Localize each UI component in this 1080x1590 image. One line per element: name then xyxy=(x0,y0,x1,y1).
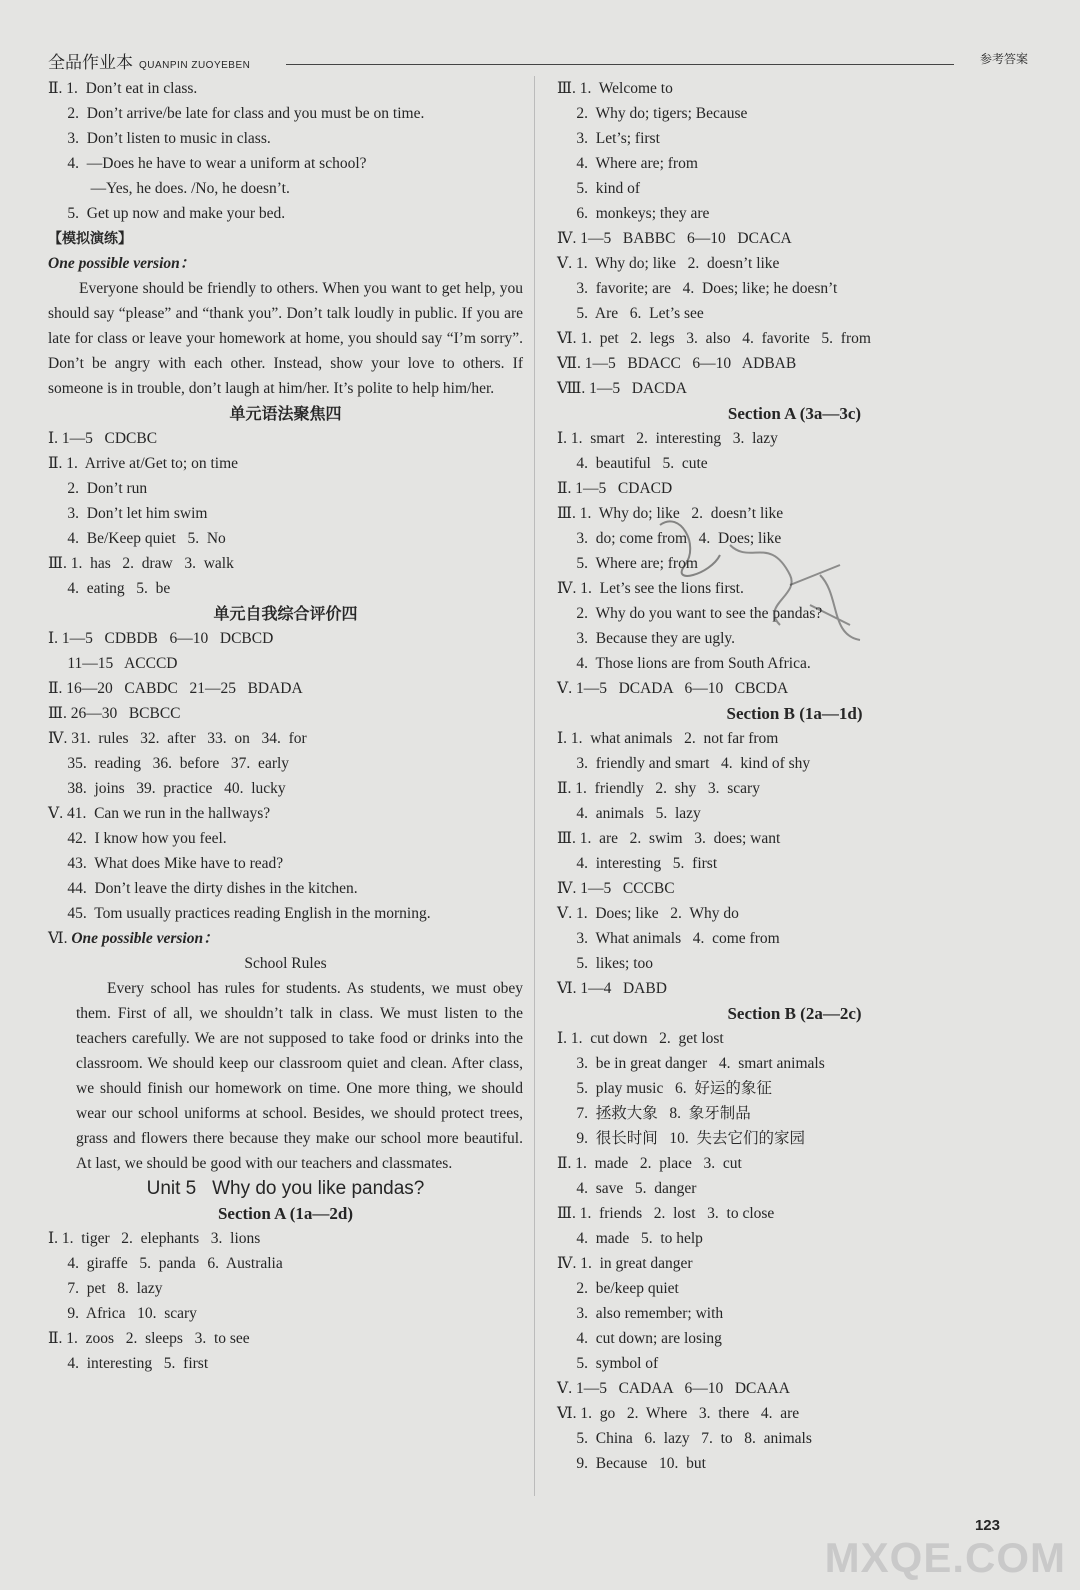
answer-line: 4. cut down; are losing xyxy=(557,1330,722,1347)
answer-line: 5. Get up now and make your bed. xyxy=(48,205,286,222)
answer-line: Ⅲ. 1. friends 2. lost 3. to close xyxy=(557,1205,775,1222)
answer-line: Ⅰ. 1. smart 2. interesting 3. lazy xyxy=(557,430,778,447)
section-a2-block xyxy=(557,426,1032,701)
answer-line: 11—15 ACCCD xyxy=(48,655,178,672)
answer-line: 4. Those lions are from South Africa. xyxy=(557,655,811,672)
answer-line: 38. joins 39. practice 40. lucky xyxy=(48,780,286,797)
answer-line: 3. Don’t let him swim xyxy=(48,505,208,522)
section-b2-block xyxy=(557,1026,1032,1476)
answer-line: 9. 很长时间 10. 失去它们的家园 xyxy=(557,1130,806,1147)
mock-heading: 【模拟演练】 xyxy=(48,231,132,247)
grammar-block xyxy=(48,426,523,601)
answer-line: Ⅱ. 1. Arrive at/Get to; on time xyxy=(48,455,239,472)
answer-line: Ⅲ. 1. Why do; like 2. doesn’t like xyxy=(557,505,784,522)
section-b1-heading: Section B (1a—1d) xyxy=(726,704,863,723)
answer-line: —Yes, he does. /No, he doesn’t. xyxy=(48,180,290,197)
answer-line: 3. Don’t listen to music in class. xyxy=(48,130,271,147)
answer-line: Ⅲ. 26—30 BCBCC xyxy=(48,705,181,722)
answer-line: Ⅴ. 1—5 DCADA 6—10 CBCDA xyxy=(557,680,789,697)
answer-line: Ⅴ. 1. Why do; like 2. doesn’t like xyxy=(557,255,780,272)
answer-line: Ⅰ. 1—5 CDBDB 6—10 DCBCD xyxy=(48,630,274,647)
column-divider xyxy=(534,76,535,1496)
left-column xyxy=(48,76,523,1376)
section-a1-block xyxy=(48,1226,523,1376)
watermark: MXQE.COM xyxy=(824,1534,1066,1581)
answer-line: 3. be in great danger 4. smart animals xyxy=(557,1055,825,1072)
answer-line: Ⅴ. 41. Can we run in the hallways? xyxy=(48,805,271,822)
answer-line: 4. eating 5. be xyxy=(48,580,171,597)
section-b1-block xyxy=(557,726,1032,1001)
answer-line: 42. I know how you feel. xyxy=(48,830,227,847)
answer-line: 35. reading 36. before 37. early xyxy=(48,755,290,772)
answer-line: Ⅰ. 1. what animals 2. not far from xyxy=(557,730,779,747)
answer-line: Ⅲ. 1. Welcome to xyxy=(557,80,673,97)
answer-line: Ⅵ. 1. pet 2. legs 3. also 4. favorite 5. from xyxy=(557,330,871,347)
answer-line: 3. Let’s; first xyxy=(557,130,660,147)
essay-title: School Rules xyxy=(244,955,327,972)
answer-line: 5. China 6. lazy 7. to 8. animals xyxy=(557,1430,812,1447)
answer-line: Ⅱ. 1. friendly 2. shy 3. scary xyxy=(557,780,760,797)
answer-line: Ⅴ. 1—5 CADAA 6—10 DCAAA xyxy=(557,1380,790,1397)
brand-subtitle: QUANPIN ZUOYEBEN xyxy=(139,60,251,71)
answer-line: Ⅶ. 1—5 BDACC 6—10 ADBAB xyxy=(557,355,797,372)
answer-line: Ⅵ. 1—4 DABD xyxy=(557,980,667,997)
answer-line: Ⅰ. 1—5 CDCBC xyxy=(48,430,158,447)
answer-line: Ⅱ. 1—5 CDACD xyxy=(557,480,673,497)
answer-line: Ⅵ. 1. go 2. Where 3. there 4. are xyxy=(557,1405,800,1422)
answer-line: 5. symbol of xyxy=(557,1355,659,1372)
answer-line: Ⅳ. 31. rules 32. after 33. on 34. for xyxy=(48,730,307,747)
continued-block xyxy=(557,76,1032,401)
answer-line: 7. 拯救大象 8. 象牙制品 xyxy=(557,1105,751,1122)
answer-line: 4. Where are; from xyxy=(557,155,698,172)
section-a2-heading: Section A (3a—3c) xyxy=(727,404,862,423)
header-answer-label: 参考答案 xyxy=(979,52,1028,66)
review-block xyxy=(48,626,523,926)
page-number: 123 xyxy=(974,1517,1000,1534)
answer-line: 2. Why do; tigers; Because xyxy=(557,105,748,122)
answer-line: Ⅳ. 1. in great danger xyxy=(557,1255,693,1272)
answer-line: 2. Don’t arrive/be late for class and you must be on time. xyxy=(48,105,425,122)
section-b2-heading: Section B (2a—2c) xyxy=(727,1004,862,1023)
answer-line: 4. save 5. danger xyxy=(557,1180,697,1197)
answer-line: 4. giraffe 5. panda 6. Australia xyxy=(48,1255,283,1272)
answer-line: 3. favorite; are 4. Does; like; he doesn’t xyxy=(557,280,838,297)
answer-line: 6. monkeys; they are xyxy=(557,205,710,222)
answer-line: 3. also remember; with xyxy=(557,1305,724,1322)
answer-line: Ⅷ. 1—5 DACDA xyxy=(557,380,687,397)
answer-line: 7. pet 8. lazy xyxy=(48,1280,163,1297)
answer-line: Ⅱ. 1. zoos 2. sleeps 3. to see xyxy=(48,1330,250,1347)
answer-line: 3. What animals 4. come from xyxy=(557,930,780,947)
answer-line: 43. What does Mike have to read? xyxy=(48,855,284,872)
answer-line: 3. friendly and smart 4. kind of shy xyxy=(557,755,811,772)
review-heading: 单元自我综合评价四 xyxy=(213,604,358,623)
answer-line: 44. Don’t leave the dirty dishes in the kitchen. xyxy=(48,880,358,897)
answer-line: Ⅴ. 1. Does; like 2. Why do xyxy=(557,905,739,922)
answer-line: 4. beautiful 5. cute xyxy=(557,455,708,472)
answer-line: Ⅱ. 1. Don’t eat in class. xyxy=(48,80,198,97)
answer-line: 9. Africa 10. scary xyxy=(48,1305,197,1322)
answer-line: 4. animals 5. lazy xyxy=(557,805,701,822)
answer-line: 4. interesting 5. first xyxy=(48,1355,209,1372)
answer-line: 3. Because they are ugly. xyxy=(557,630,736,647)
answer-line: 45. Tom usually practices reading English in the morning. xyxy=(48,905,431,922)
answer-line: 4. made 5. to help xyxy=(557,1230,703,1247)
answer-line: 4. —Does he have to wear a uniform at school? xyxy=(48,155,367,172)
answer-line: 4. Be/Keep quiet 5. No xyxy=(48,530,226,547)
answer-line: Ⅳ. 1—5 CCCBC xyxy=(557,880,675,897)
answer-line: 2. be/keep quiet xyxy=(557,1280,679,1297)
answer-line: 9. Because 10. but xyxy=(557,1455,706,1472)
answer-line: 4. interesting 5. first xyxy=(557,855,718,872)
unit-title: Unit 5 Why do you like pandas? xyxy=(146,1178,425,1199)
answer-line: 5. kind of xyxy=(557,180,641,197)
right-column xyxy=(557,76,1032,1476)
answer-line: 2. Don’t run xyxy=(48,480,148,497)
answer-line: Ⅳ. 1—5 BABBC 6—10 DCACA xyxy=(557,230,792,247)
mock-essay: Everyone should be friendly to others. When you want to get help, you should say “please” and “thank you”. Don’t talk loudly in public. If you are late for class or leave your homework at home, you should say “I’m sorry”. Don’t be angry with each other. Instead, show your love to others. If someone is in trouble, don’t laugh at him/her. It’s polite to help him/her. xyxy=(48,280,523,397)
ex2-block xyxy=(48,76,523,226)
section-a1-heading: Section A (1a—2d) xyxy=(217,1204,354,1223)
answer-line: 5. likes; too xyxy=(557,955,654,972)
answer-line: Ⅳ. 1. Let’s see the lions first. xyxy=(557,580,744,597)
vi-version-line: Ⅵ. One possible version： xyxy=(48,930,219,947)
answer-line: Ⅲ. 1. are 2. swim 3. does; want xyxy=(557,830,781,847)
answer-line: 3. do; come from 4. Does; like xyxy=(557,530,782,547)
answer-line: Ⅲ. 1. has 2. draw 3. walk xyxy=(48,555,234,572)
answer-line: Ⅰ. 1. cut down 2. get lost xyxy=(557,1030,724,1047)
grammar-heading: 单元语法聚焦四 xyxy=(229,404,342,423)
header-rule xyxy=(286,64,954,65)
brand-title: 全品作业本 QUANPIN ZUOYEBEN xyxy=(48,53,251,73)
answer-line: 5. play music 6. 好运的象征 xyxy=(557,1080,772,1097)
answer-line: Ⅱ. 16—20 CABDC 21—25 BDADA xyxy=(48,680,303,697)
answer-line: 5. Are 6. Let’s see xyxy=(557,305,704,322)
mock-version-label: One possible version： xyxy=(48,255,196,272)
answer-line: 2. Why do you want to see the pandas? xyxy=(557,605,823,622)
page-header xyxy=(48,48,1028,72)
school-rules-essay: Every school has rules for students. As students, we must obey them. First of all, we shouldn’t talk in class. We must listen to the teachers carefully. We are not supposed to take food or drinks into the classroom. We should keep our classroom quiet and clean. After class, we should finish our homework on time. One more thing, we should wear our school uniforms at school. Besides, we should protect trees, grass and flowers there because they make our school more beautiful. At last, we should be good with our teachers and classmates. xyxy=(76,980,523,1172)
answer-line: Ⅱ. 1. made 2. place 3. cut xyxy=(557,1155,742,1172)
answer-line: Ⅰ. 1. tiger 2. elephants 3. lions xyxy=(48,1230,261,1247)
answer-line: 5. Where are; from xyxy=(557,555,698,572)
